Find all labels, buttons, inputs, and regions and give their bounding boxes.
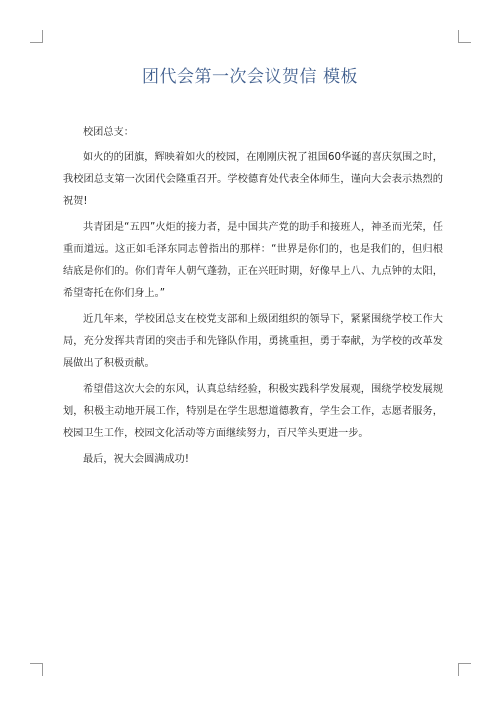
crop-mark-bottom-left [30,663,43,676]
paragraph-1: 如火的的团旗，辉映着如火的校园，在刚刚庆祝了祖国60华诞的喜庆氛围之时，我校团总支第一次团代会隆重召开。学校德育处代表全体师生，谨向大会表示热烈的祝贺! [63,152,443,207]
paragraph-3: 近几年来，学校团总支在校党支部和上级团组织的领导下，紧紧围绕学校工作大局，充分发挥共青团的突击手和先锋队作用，勇挑重担，勇于奉献，为学校的改革发展做出了积极贡献。 [63,314,443,369]
paragraph-4: 希望借这次大会的东风，认真总结经验，积极实践科学发展观，围绕学校发展规划，积极主动地开展工作，特别是在学生思想道德教育，学生会工作，志愿者服务，校园卫生工作，校园文化活动等方面继续努力，百尺竿头更进一步。 [63,384,443,439]
document-title: 团代会第一次会议贺信 模板 [142,67,358,87]
document-body [63,122,443,475]
salutation: 校团总支： [83,127,134,138]
crop-mark-top-left [30,30,43,43]
paragraph-5: 最后，祝大会圆满成功! [83,454,189,465]
paragraph-2: 共青团是“五四”火炬的接力者，是中国共产党的助手和接班人，神圣而光荣，任重而道远。这正如毛泽东同志曾指出的那样：“世界是你们的，也是我们的，但归根结底是你们的。你们青年人朝气蓬勃，正在兴旺时期，好像早上八、九点钟的太阳，希望寄托在你们身上。” [63,222,443,299]
crop-mark-bottom-right [458,663,471,676]
crop-mark-top-right [458,30,471,43]
